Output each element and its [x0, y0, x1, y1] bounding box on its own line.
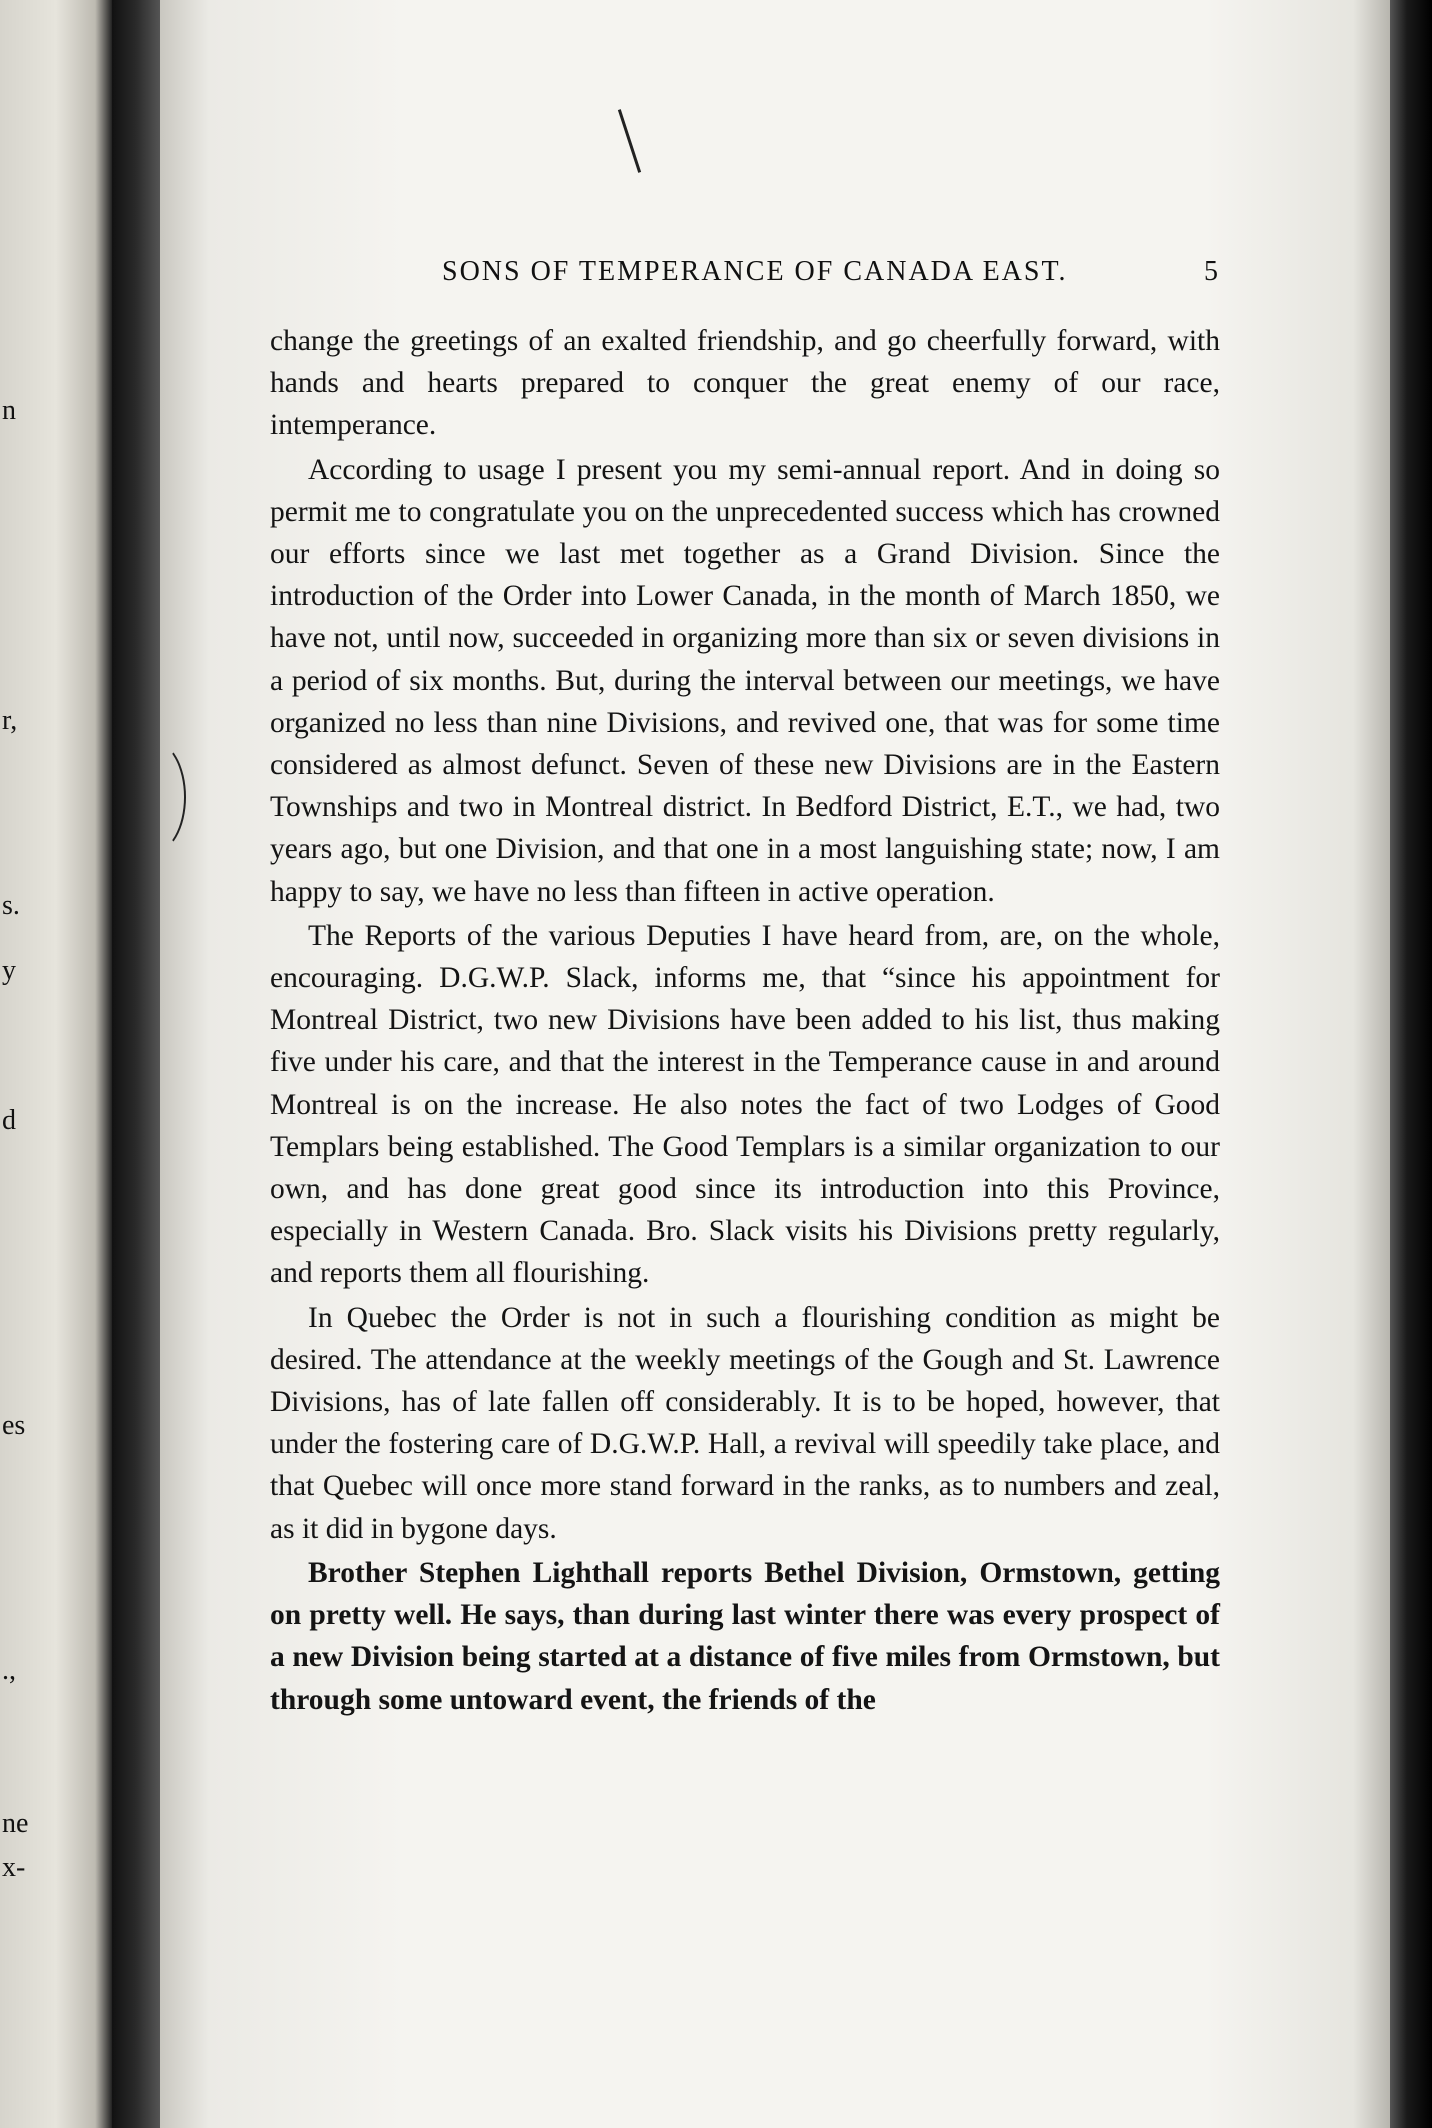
ink-stroke-mark [618, 109, 641, 173]
facing-page-fragment: s. [2, 890, 20, 921]
paragraph: In Quebec the Order is not in such a flourishing condition as might be desired. The attendance at the weekly meetings of the Gough and St. Lawrence Divisions, has of late fallen off considerably. It is to be hoped, however, that under the fostering care of D.G.W.P. Hall, a revival will speedily take place, and that Quebec will once more stand forward in the ranks, as to numbers and zeal, as it did in bygone days. [270, 1301, 1220, 1545]
pencil-bracket-mark [120, 740, 186, 854]
paragraph: The Reports of the various Deputies I have heard from, are, on the whole, encouraging. D.G.W.P. Slack, informs me, that “since his appointment for Montreal District, two new Divisions have been added to his list, thus making five under his care, and that the interest in the Temperance cause in and around Montreal is on the increase. He also notes the fact of two Lodges of Good Templars being established. The Good Templars is a similar organization to our own, and has done great good since its introduction into this Province, especially in Western Canada. Bro. Slack visits his Divisions pretty regularly, and reports them all flourishing. [270, 919, 1220, 1290]
paragraph: change the greetings of an exalted friendship, and go cheerfully forward, with hands and hearts prepared to conquer the great enemy of our race, intemperance. [270, 325, 1220, 442]
facing-page-fragment: es [2, 1410, 26, 1441]
paragraph: According to usage I present you my semi-annual report. And in doing so permit me to congratulate you on the unprecedented success which has crowned our efforts since we last met together as a Grand Division. Since the introduction of the Order into Lower Canada, in the month of March 1850, we have not, until now, succeeded in organizing more than six or seven divisions in a period of six months. But, during the interval between our meetings, we have organized no less than nine Divisions, and revived one, that was for some time considered as almost defunct. Seven of these new Divisions are in the Eastern Townships and two in Montreal district. In Bedford District, E.T., we had, two years ago, but one Division, and that one in a most languishing state; now, I am happy to say, we have no less than fifteen in active operation. [270, 453, 1220, 908]
facing-page-fragment: x- [2, 1852, 26, 1883]
book-gutter [112, 0, 160, 2128]
facing-page-fragment: r, [2, 705, 18, 736]
page-edge-shadow [1390, 0, 1432, 2128]
body-text [270, 320, 1220, 1721]
running-title: SONS OF TEMPERANCE OF CANADA EAST. [442, 256, 1068, 287]
facing-page-edge [0, 0, 112, 2128]
facing-page-fragment: n [2, 395, 16, 426]
facing-page-fragment: y [2, 955, 16, 986]
facing-page-fragment: ne [2, 1808, 29, 1839]
page-number: 5 [1204, 256, 1220, 287]
paragraph: Brother Stephen Lighthall reports Bethel Division, Ormstown, getting on pretty well. He says, than during last winter there was every prospect of a new Division being started at a distance of five miles from Ormstown, but through some untoward event, the friends of the [270, 1556, 1220, 1716]
facing-page-fragment: ., [2, 1655, 16, 1686]
facing-page-fragment: d [2, 1105, 16, 1136]
